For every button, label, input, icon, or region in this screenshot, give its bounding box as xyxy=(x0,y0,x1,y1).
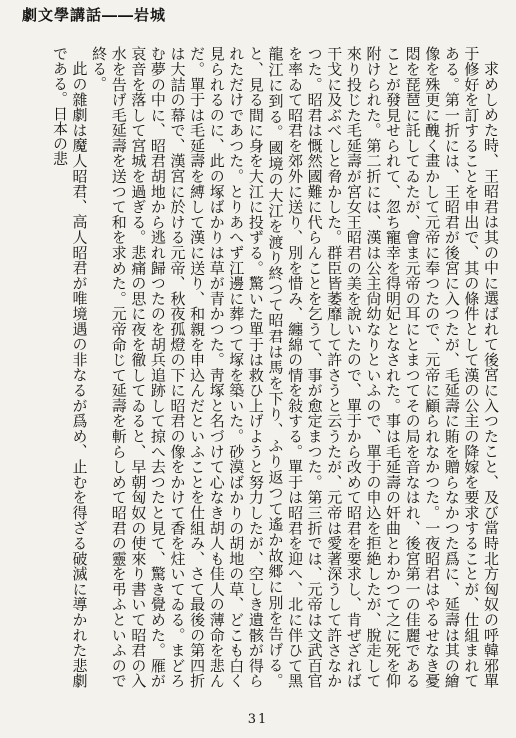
paragraph: 此の雜劇は魔人昭君、高人昭君が唯境遇の非なるが爲め、止むを得ざる破滅に導かれた悲劇である。日本の悲 xyxy=(50,46,89,688)
running-head: 劇文學講話――岩城 xyxy=(22,6,167,24)
paragraph: 求めしめた時、王昭君は其の中に選ばれて後宮に入つたこと、及び當時北方匈奴の呼韓邪單于修好を訂することを申出で、其の條件として漢の公主の降嫁を要求することが、仕組まれてある。第一折には、王昭君が後宮に入つたが、毛延壽に賄を贈らなかつた爲に、延壽は其の繪像を殊更に醜く畫かして元帝に奉つたので、元帝に顧られなかつた。一夜昭君はやるせなき憂悶を琵琶に託してゐたが、會ま元帝の耳にとまつてその局を音なはれ、後宮第一の佳麗であることが發見せられて、忽ち寵幸を得明妃となされた。事は毛延壽の奸曲とわかつて之に死を仰附けられた。第二折には、漢は公主尙幼なりといふので、單于の申込を拒絶したが、脫走して來り投じた毛延壽が宮女王昭君の美を說いたので、單于から改めて昭君を要求し、肯ぜざれば干戈に及ぶべしと脅かした。群臣皆萎靡して許さうと云うたが、元帝は愛著深うして許さなかつた。昭君は慨然國難に代らんことを乞うて、事が愈定まつた。第三折では、元帝は文武百官を率ゐて昭君を郊外に送り、別を惜み、纏綿の情を敍する。單于は昭君を迎へ、北に伴ひて黑龍江に到る。國境の大江を渡り終つて昭君は馬を下り、ふり返つて遙か故郷に別を告げる。と、見る間に身を大江に投ずる。驚いた單于は救ひ上げようと努力したが、空しき遺骸が得られただけであつた。とりあへず江邊に葬つて塚を築いた。砂漠ばかりの胡地の草、どこも白く見られるのに、此の塚ばかりは草が青かつた。靑塚と名づけて心なき胡人も佳人の薄命を悲んだ。單于は毛延壽を縛して漢に送り、和親を申込んだといふことを仕組み、さて最後の第四折は大詰の幕で、漢宮に於ける元帝、秋夜孤燈の下に昭君の像をかけて香を炷いてゐる。まどろむ夢の中に、昭君胡地から逃れ歸つたのを胡兵追跡して掠へ去つたと見て、驚き覺めた。雁が哀音を落して宮城を過ぎる。悲痛の思に夜を徹してゐると、早朝匈奴の使來り書いて昭君の入水を告げ毛延壽を送つて和を求めた。元帝命じて延壽を斬らしめて昭君の靈を弔ふといふので終る。 xyxy=(90,46,500,688)
body-text xyxy=(50,46,500,688)
page-number: 31 xyxy=(247,712,269,727)
